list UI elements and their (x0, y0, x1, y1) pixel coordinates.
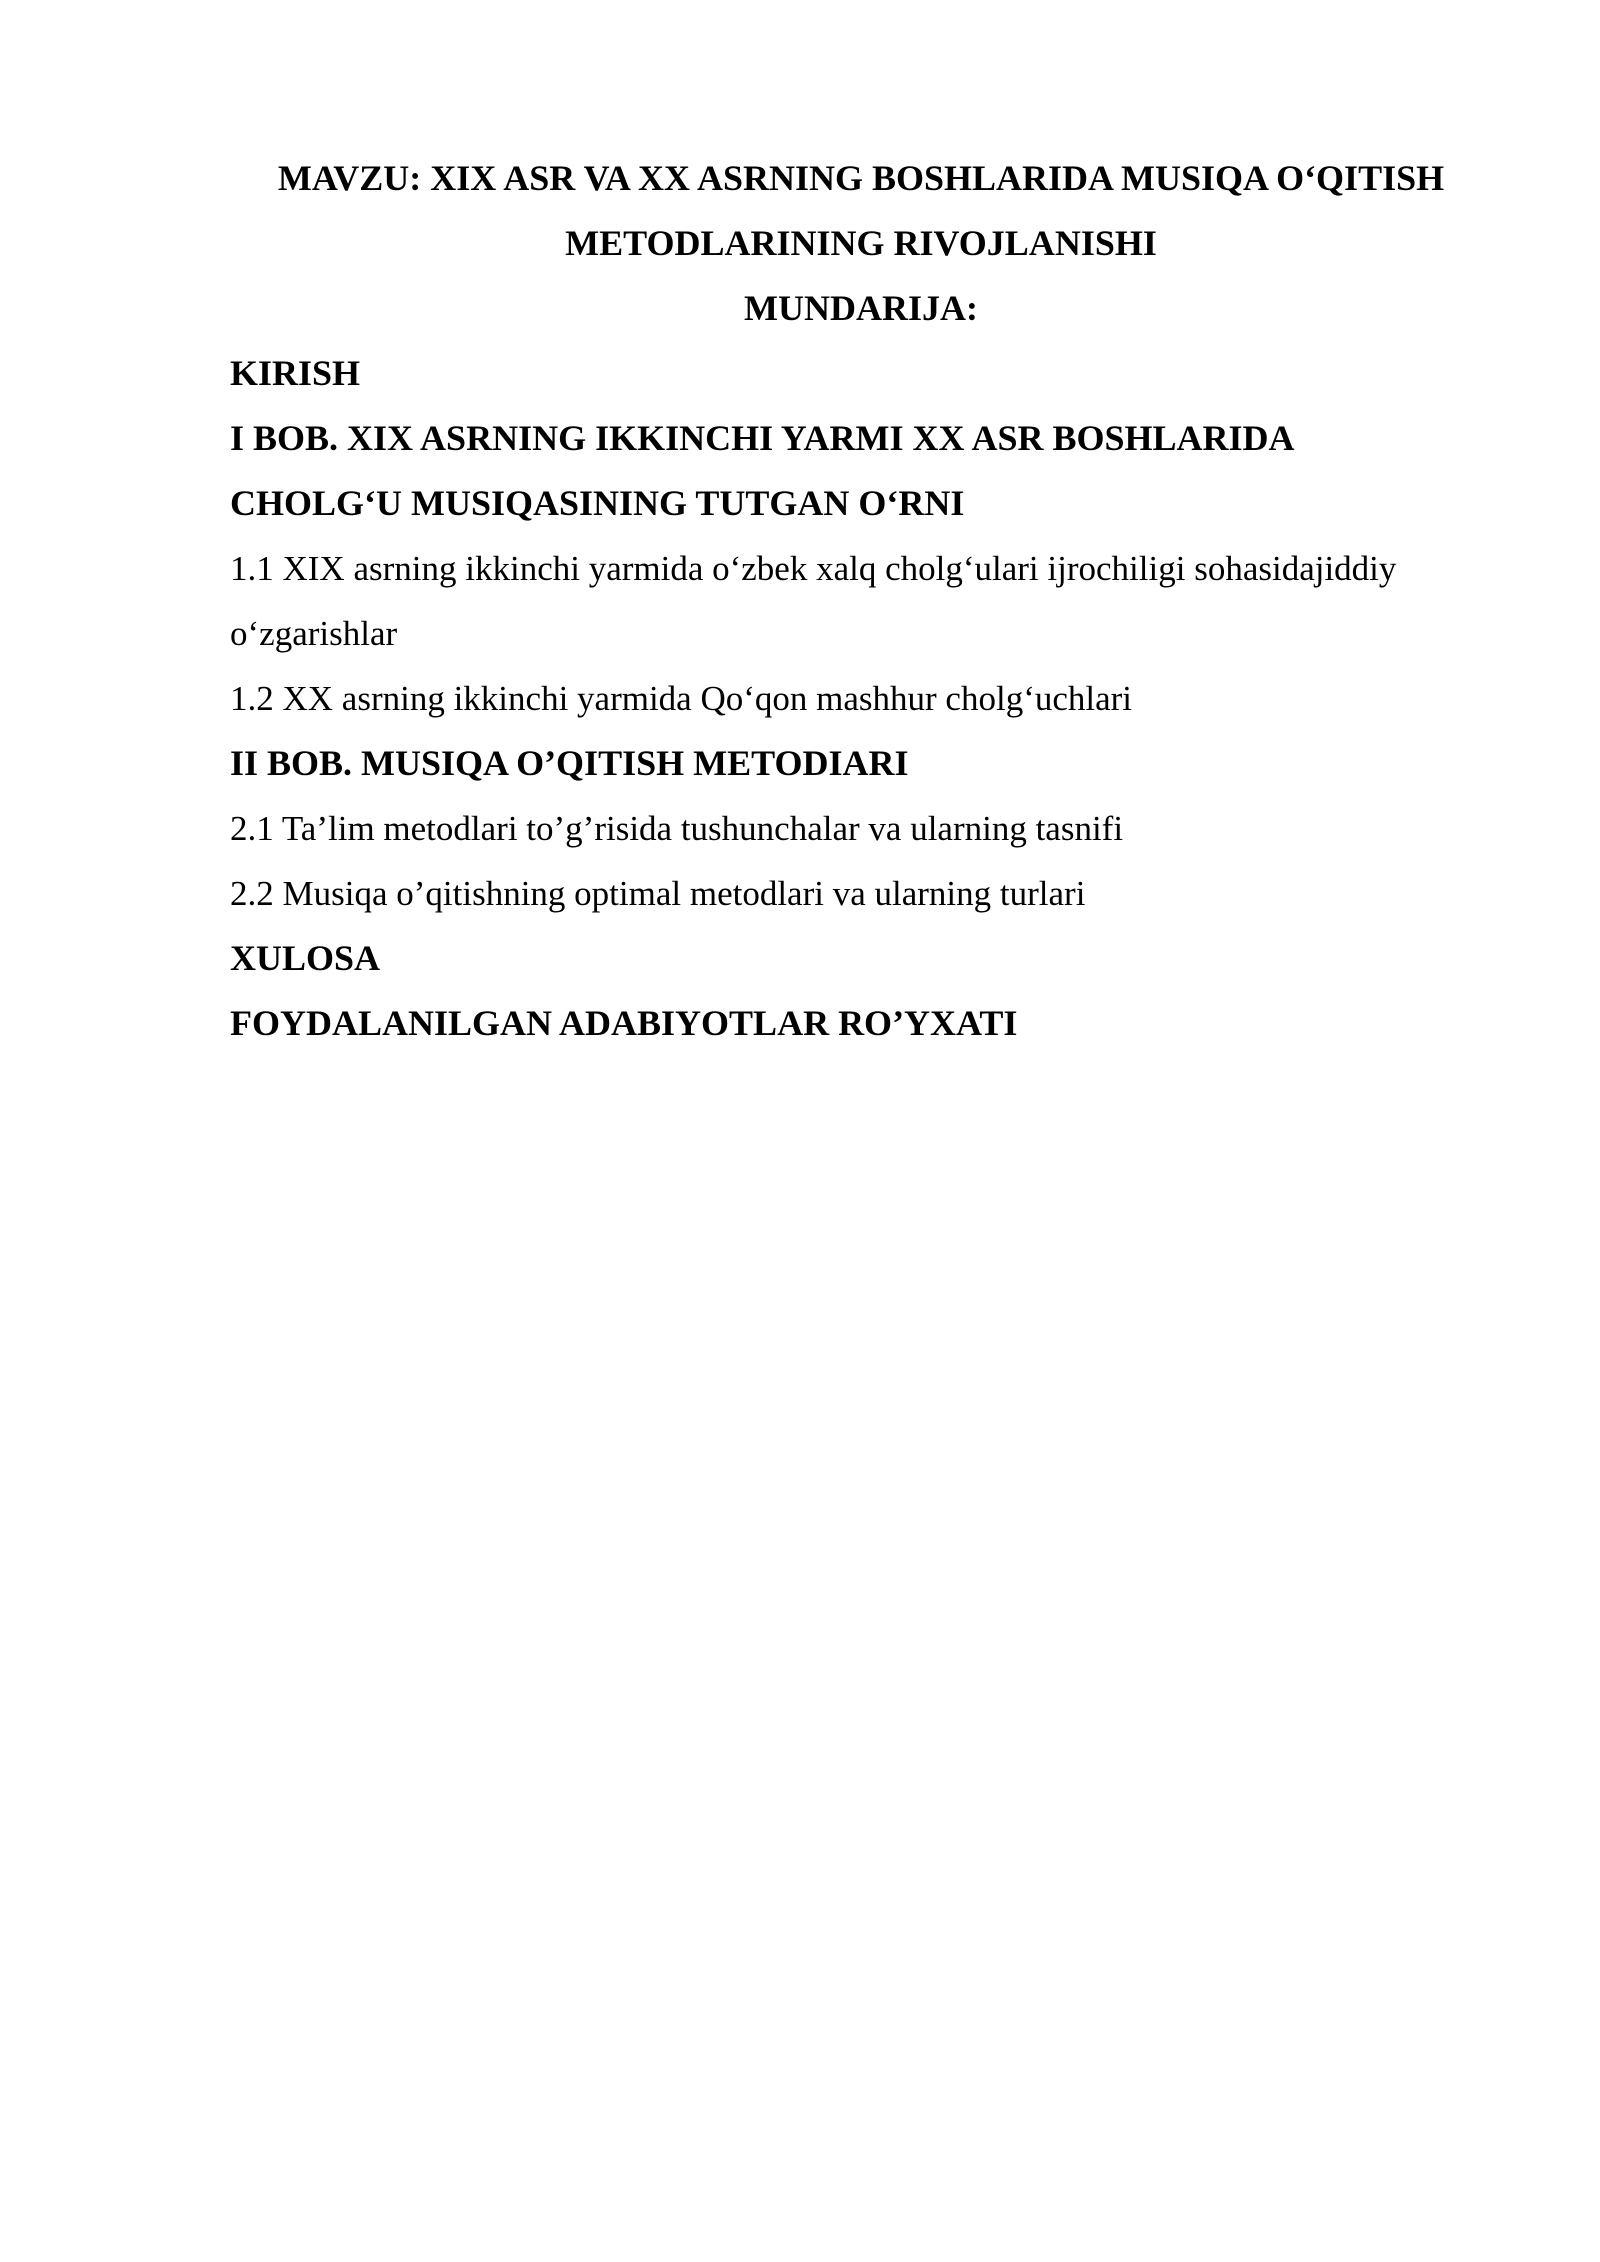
toc-item-section-1-2: 1.2 XX asrning ikkinchi yarmida Qo‘qon mashhur cholg‘uchlari (230, 679, 1133, 718)
toc-item-section-2-2: 2.2 Musiqa o’qitishning optimal metodlari va ularning turlari (230, 874, 1086, 913)
toc-item-chapter-1-line-1: I BOB. XIX ASRNING IKKINCHI YARMI XX ASR BOSHLARIDA (230, 418, 1295, 458)
toc-item-section-1-1-line-1: 1.1 XIX asrning ikkinchi yarmida o‘zbek xalq cholg‘ulari ijrochiligi sohasidajiddiy (230, 549, 1397, 588)
contents-heading: MUNDARIJA: (744, 288, 978, 328)
topic-title-line-2: METODLARINING RIVOJLANISHI (565, 223, 1157, 263)
toc-item-chapter-2: II BOB. MUSIQA O’QITISH METODIARI (230, 743, 909, 783)
topic-title-line-1: MAVZU: XIX ASR VA XX ASRNING BOSHLARIDA MUSIQA O‘QITISH (277, 158, 1445, 198)
toc-item-conclusion: XULOSA (230, 938, 381, 978)
toc-item-chapter-1-line-2: CHOLG‘U MUSIQASINING TUTGAN O‘RNI (230, 483, 965, 523)
toc-item-introduction: KIRISH (230, 353, 361, 393)
table-of-contents-page (230, 146, 1492, 1056)
toc-item-references: FOYDALANILGAN ADABIYOTLAR RO’YXATI (230, 1003, 1018, 1043)
toc-item-section-1-1-line-2: o‘zgarishlar (230, 614, 398, 653)
toc-item-section-2-1: 2.1 Ta’lim metodlari to’g’risida tushunchalar va ularning tasnifi (230, 809, 1124, 848)
